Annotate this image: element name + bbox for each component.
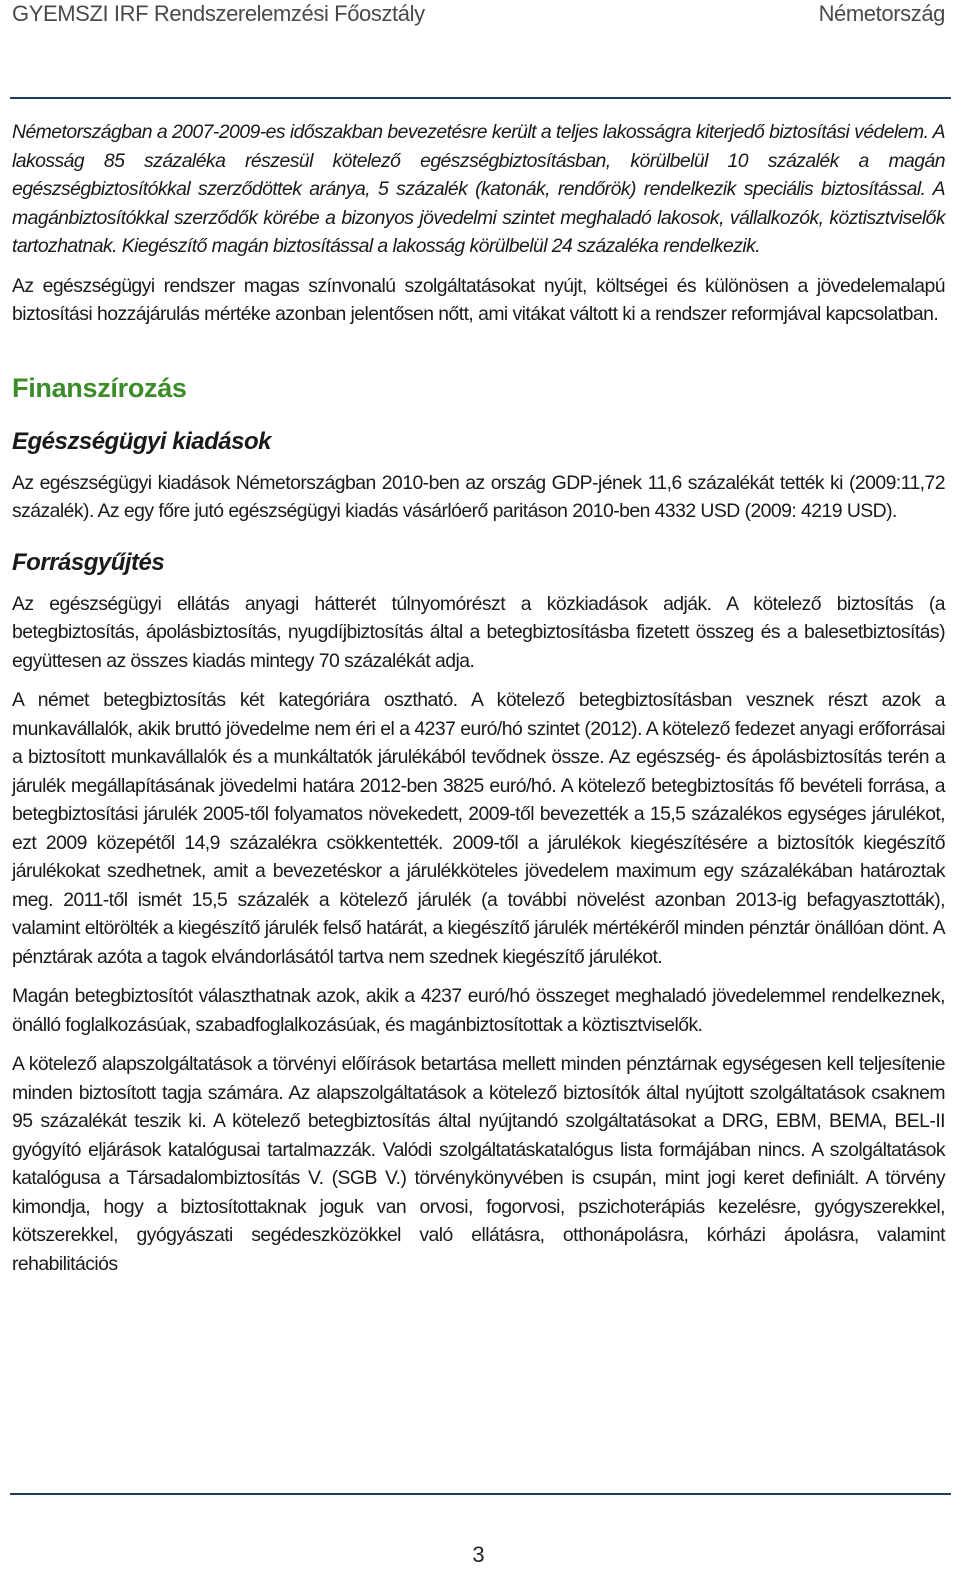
- header-rule: [10, 97, 951, 99]
- subsection-title-expenditure: Egészségügyi kiadások: [12, 427, 271, 455]
- footer-rule: [10, 1493, 951, 1495]
- fund-collection-paragraph-1: Az egészségügyi ellátás anyagi hátterét túlnyomórészt a közkiadások adják. A kötelező biztosítás (a betegbiztosítás, ápolásbiztosítás, nyugdíjbiztosítás által a betegbiztosításba fizetett összeg és a balesetbiztosítás) együttesen az összes kiadás mintegy 70 százalékát adja.: [12, 592, 945, 672]
- page-number: 3: [472, 1542, 485, 1567]
- document-page: [12, 0, 945, 1573]
- header-organization: GYEMSZI IRF Rendszerelemzési Főosztály: [12, 1, 425, 26]
- intro-paragraph-system: Az egészségügyi rendszer magas színvonalú szolgáltatásokat nyújt, költségei és különösen a jövedelemalapú biztosítási hozzájárulás mértéke azonban jelentősen nőtt, ami vitákat váltott ki a rendszer reformjával kapcsolatban.: [12, 274, 945, 325]
- fund-collection-paragraph-2: A német betegbiztosítás két kategóriára osztható. A kötelező betegbiztosításban vesznek részt azok a munkavállalók, akik bruttó jövedelme nem éri el a 4237 euró/hó szintet (2012). A kötelező fedezet anyagi erőforrásai a biztosított munkavállalók és a munkáltatók járulékából tevődnek össze. Az egészség- és ápolásbiztosítás terén a járulék megállapításának jövedelmi határa 2012-ben 3825 euró/hó. A kötelező betegbiztosítás fő bevételi forrása, a betegbiztosítási járulék 2005-től folyamatos növekedett, 2009-től bevezették a 15,5 százalékos egységes járulékot, ezt 2009 közepétől 14,9 százalékra csökkentették. 2009-től a járulékok kiegészítésére a biztosítók kiegészítő járulékokat szedhetnek, amit a bevezetéskor a járulékköteles jövedelem maximum egy százalékában határoztak meg. 2011-től ismét 15,5 százalék a kötelező járulék (a további növelést azonban 2013-ig befagyasztották), valamint eltörölték a kiegészítő járulék felső határát, a kiegészítő járulék mértékéről minden pénztár önállóan dönt. A pénztárak azóta a tagok elvándorlásától tartva nem szednek kiegészítő járulékot.: [12, 689, 945, 968]
- header-country: Németország: [818, 1, 945, 26]
- subsection-title-fund-collection: Forrásgyűjtés: [12, 548, 165, 576]
- page-header: [12, 0, 945, 28]
- page-body: [12, 118, 945, 1278]
- expenditure-paragraph: Az egészségügyi kiadások Németországban 2010-ben az ország GDP-jének 11,6 százalékát tették ki (2009:11,72 százalék). Az egy főre jutó egészségügyi kiadás vásárlóerő paritáson 2010-ben 4332 USD (2009: 4219 USD).: [12, 471, 945, 522]
- fund-collection-paragraph-3: Magán betegbiztosítót választhatnak azok, akik a 4237 euró/hó összeget meghaladó jövedelemmel rendelkeznek, önálló foglalkozásúak, szabadfoglalkozásúak, és magánbiztosítottak a köztisztviselők.: [12, 985, 945, 1036]
- fund-collection-paragraph-4: A kötelező alapszolgáltatások a törvényi előírások betartása mellett minden pénztárnak egységesen kell teljesítenie minden biztosított tagja számára. Az alapszolgáltatások a kötelező biztosítók által nyújtott szolgáltatások csaknem 95 százalékát teszik ki. A kötelező betegbiztosítás által nyújtandó szolgáltatásokat a DRG, EBM, BEMA, BEL-II gyógyító eljárások katalógusai tartalmazzák. Valódi szolgáltatáskatalógus lista formájában nincs. A szolgáltatások katalógusa a Társadalombiztosítás V. (SGB V.) törvénykönyvében is csupán, mint jogi keret definiált. A törvény kimondja, hogy a biztosítottaknak joguk van orvosi, fogorvosi, pszichoterápiás kezelésre, gyógyszerekkel, kötszerekkel, gyógyászati segédeszközökkel való ellátásra, otthonápolásra, kórházi ápolásra, valamint rehabilitációs: [12, 1053, 945, 1275]
- intro-paragraph-coverage: Németországban a 2007-2009-es időszakban bevezetésre került a teljes lakosságra kiterjedő biztosítási védelem. A lakosság 85 százaléka részesül kötelező egészségbiztosításban, körülbelül 10 százalék a magán egészségbiztosítókkal szerződöttek aránya, 5 százalék (katonák, rendőrök) rendelkezik speciális biztosítással. A magánbiztosítókkal szerződők körébe a bizonyos jövedelmi szintet meghaladó lakosok, vállalkozók, köztisztviselők tartozhatnak. Kiegészítő magán biztosítással a lakosság körülbelül 24 százaléka rendelkezik.: [12, 121, 945, 257]
- section-title-financing: Finanszírozás: [12, 372, 187, 403]
